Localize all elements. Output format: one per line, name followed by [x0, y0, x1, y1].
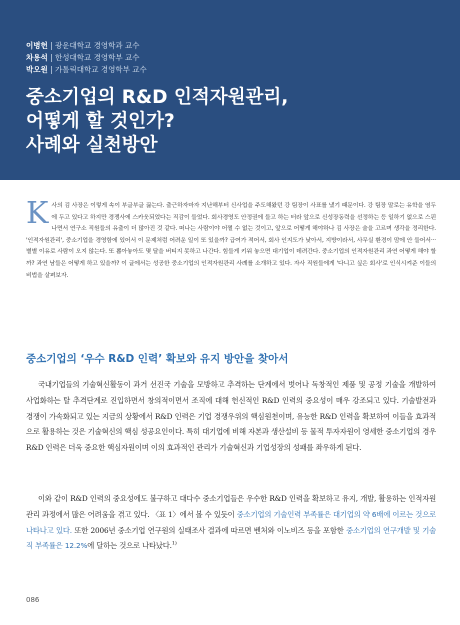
author-name: 박오원: [26, 65, 48, 74]
paragraph-text: 에 달하는 것으로 나타났다.: [87, 541, 172, 551]
section-heading: 중소기업의 ‘우수 R&D 인력’ 확보와 유지 방안을 찾아서: [26, 353, 289, 365]
title-line: 어떻게 할 것인가?: [26, 111, 175, 132]
article-title: [26, 86, 446, 158]
author-line: 차용석 | 한성대학교 경영학부 교수: [26, 53, 140, 62]
highlighted-text: 중소기업의 연구개발 및 기술직 부족률은 12.2%: [26, 525, 436, 551]
author-line: 박오원 | 가톨릭대학교 경영학부 교수: [26, 65, 147, 74]
author-name: 이병헌: [26, 41, 48, 50]
title-line: 사례와 실천방안: [26, 135, 158, 156]
paragraph-text: 이와 같이 R&D 인력의 중요성에도 불구하고 대다수 중소기업들은 우수한 R&D 인력을 확보하고 유지, 개발, 활용하는 인적자원관리 과정에서 많은 어려움을 겪고 있다. 〈표 1〉에서 볼 수 있듯이: [26, 494, 436, 519]
body-paragraph: [26, 491, 436, 554]
highlighted-text: 중소기업의 기술인력 부족률은 대기업의 약 6배에 이르는 것으로 나타나고 있다.: [26, 509, 436, 535]
author-name: 차용석: [26, 53, 48, 62]
author-line: 이병헌 | 광운대학교 경영학과 교수: [26, 41, 140, 50]
author-affiliation: 한성대학교 경영학부 교수: [55, 53, 140, 62]
page-number: 086: [26, 596, 40, 604]
author-list: [26, 40, 147, 76]
author-affiliation: 광운대학교 경영학과 교수: [55, 41, 140, 50]
intro-block: [26, 196, 436, 282]
title-line: 중소기업의 R&D 인적자원관리,: [26, 87, 289, 108]
body-paragraph: 국내기업들의 기술혁신활동이 과거 선진국 기술을 모방하고 추격하는 단계에서 벗어나 독창적인 제품 및 공정 기술을 개발하여 사업화하는 탈 추격단계로 진입하면서 창의적이면서 조직에 대해 헌신적인 R&D 인력의 중요성이 매우 강조되고 있다. 기술발전과 경쟁이 가속화되고 있는 지금의 상황에서 R&D 인력은 기업 경쟁우위의 핵심원천이며, 유능한 R&D 인력을 확보하여 이들을 효과적으로 활용하는 것은 기술혁신의 핵심 성공요인이다. 특히 대기업에 비해 자본과 생산설비 등 물적 투자자원이 영세한 중소기업의 경우 R&D 인력은 더욱 중요한 핵심자원이며 이의 효과적인 관리가 기술혁신과 기업성장의 성패를 좌우하게 된다.: [26, 380, 436, 453]
footnote-marker: 1): [171, 540, 177, 547]
author-affiliation: 가톨릭대학교 경영학부 교수: [55, 65, 147, 74]
drop-cap: K: [26, 196, 49, 231]
header-banner: [0, 0, 460, 180]
paragraph-text: 또한 2006년 중소기업 연구원의 실태조사 결과에 따르면 벤처와 이노비즈 등을 포함한: [71, 525, 347, 535]
intro-text: 사의 김 사장은 이렇게 속이 부글부글 끓는다. 출근하자마자 지난해부터 신사업을 주도해왔던 강 팀장이 사표를 냈기 때문이다. 강 팀장 말로는 유학을 염두에 두고 있다고 하지만 경쟁사에 스카웃되었다는 직감이 들었다. 회사경영도 안정권에 들고 하는 터라 앞으로 신성장동력을 선정하는 등 일하기 없으로 스핀나면서 연구소 직원들의 유출이 더 많아진 것 같다. 떠나는 사람이야 어쩔 수 없는 것이고, 앞으로 어떻게 해야하나 김 사장은 술을 고르며 생각을 정리한다. '인적자원관리', 중소기업을 경영함에 있어서 이 문제처럼 어려운 일이 또 있을까? 급여가 적어서, 회사 인지도가 낮아서, 지방이라서, 사무실 환경이 맘에 안 들어서··· 별별 이유로 사람이 오지 않는다. 또 뽑아놓아도 몇 달을 버티지 못하고 나간다. 힘들게 키워 놓으면 대기업이 데려간다. 중소기업의 인적자원관리 과연 어떻게 해야 할까? 과연 남들은 어떻게 하고 있을까? 이 글에서는 성공한 중소기업의 인적자원관리 사례를 소개하고 있다. 자사 직원들에게 '다니고 싶은 회사'로 인식시켜준 이들의 비법을 살펴보자.: [26, 203, 436, 279]
